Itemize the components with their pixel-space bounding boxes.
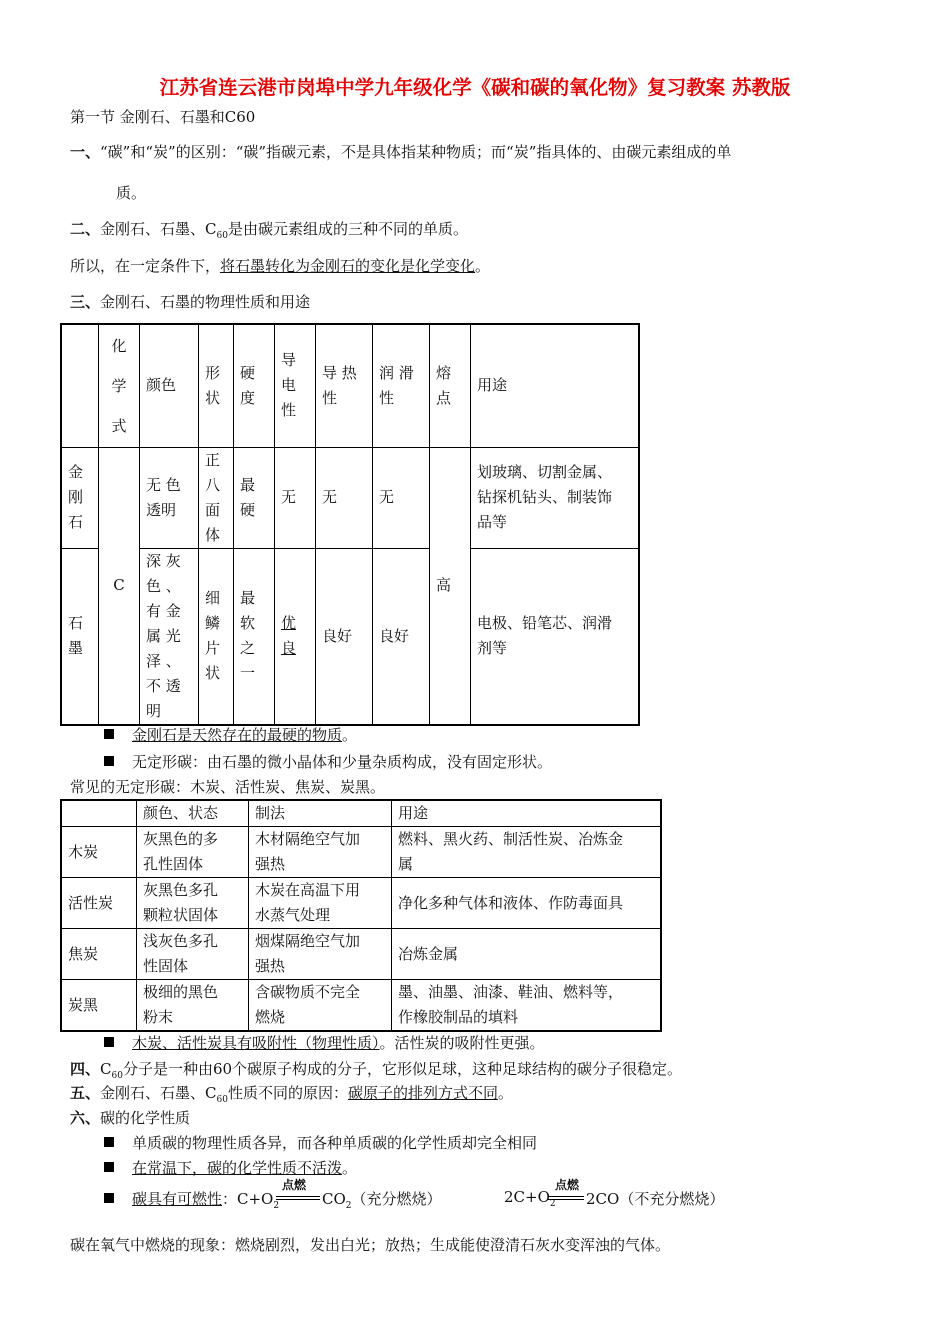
paragraph-1 bbox=[70, 141, 731, 162]
cell-use: 电极、铅笔芯、润滑 剂等 bbox=[471, 548, 640, 725]
bullet-square-icon bbox=[104, 1037, 114, 1047]
page-title: 江苏省连云港市岗埠中学九年级化学《碳和碳的氧化物》复习教案 苏教版 bbox=[159, 76, 791, 99]
header-formula: 化 学 式 bbox=[99, 324, 140, 447]
cell-state: 极细的黑色 粉末 bbox=[137, 980, 249, 1032]
paragraph-2 bbox=[70, 218, 468, 241]
underlined-text: 碳原子的排列方式不同 bbox=[347, 1084, 498, 1102]
cell-shape: 细 鳞 片 状 bbox=[199, 548, 234, 725]
header-empty bbox=[61, 800, 137, 827]
cell-conductivity: 优 良 bbox=[275, 548, 316, 725]
paragraph-3 bbox=[70, 255, 490, 276]
bullet-square-icon bbox=[104, 1137, 114, 1147]
cell-color: 深 灰 色 、 有 金 属 光 泽 、 不 透 明 bbox=[140, 548, 199, 725]
underlined-text: 在常温下，碳的化学性质不活泼 bbox=[132, 1159, 343, 1177]
header-use: 用途 bbox=[392, 800, 662, 827]
header-heat: 导 热 性 bbox=[316, 324, 373, 447]
para-text: 无定形碳：由石墨的微小晶体和少量杂质构成，没有固定形状。 bbox=[132, 753, 553, 771]
bullet-square-icon bbox=[104, 1193, 114, 1203]
formula-cell: C bbox=[99, 447, 140, 725]
row-name: 石 墨 bbox=[61, 548, 99, 725]
paragraph-4 bbox=[70, 291, 310, 312]
header-melting: 熔 点 bbox=[430, 324, 471, 447]
para-text: 碳的化学性质 bbox=[100, 1109, 191, 1127]
paragraph-7 bbox=[70, 1107, 190, 1128]
bullet-6 bbox=[104, 1188, 279, 1211]
underlined-text: 金刚石是天然存在的最硬的物质 bbox=[132, 726, 343, 744]
para-number: 二、 bbox=[70, 220, 101, 238]
bullet-square-icon bbox=[104, 1162, 114, 1172]
equation-text: 2C+O bbox=[504, 1188, 550, 1206]
cell-use: 冶炼金属 bbox=[392, 929, 662, 980]
cell-state: 灰黑色的多 孔性固体 bbox=[137, 827, 249, 878]
paragraph-5 bbox=[70, 1058, 682, 1081]
cell-lubricity: 良好 bbox=[373, 548, 430, 725]
cell-state: 灰黑色多孔 颗粒状固体 bbox=[137, 878, 249, 929]
para-number: 一、 bbox=[70, 143, 101, 161]
para-number: 六、 bbox=[70, 1109, 101, 1127]
para-text: 单质碳的物理性质各异，而各种单质碳的化学性质却完全相同 bbox=[132, 1134, 538, 1152]
cell-hardness: 最 软 之 一 bbox=[234, 548, 275, 725]
subscript: 2 bbox=[273, 1201, 280, 1211]
para-text: 性质不同的原因： bbox=[227, 1084, 348, 1102]
cell-hardness: 最 硬 bbox=[234, 447, 275, 548]
melting-cell: 高 bbox=[430, 447, 471, 725]
cell-method: 木炭在高温下用 水蒸气处理 bbox=[249, 878, 392, 929]
amorphous-carbon-table bbox=[60, 799, 662, 1032]
cell-conductivity: 无 bbox=[275, 447, 316, 548]
subscript: 2 bbox=[549, 1199, 556, 1209]
cell-method: 木材隔绝空气加 强热 bbox=[249, 827, 392, 878]
header-method: 制法 bbox=[249, 800, 392, 827]
ignite-condition: 点燃 bbox=[555, 1178, 580, 1192]
cell-use: 划玻璃、切割金属、 钻探机钻头、制装饰 品等 bbox=[471, 447, 640, 548]
cell-use: 燃料、黑火药、制活性炭、冶炼金 属 bbox=[392, 827, 662, 878]
subscript: 60 bbox=[111, 1071, 123, 1081]
equation-text: ：C+O bbox=[222, 1190, 274, 1208]
header-empty bbox=[61, 324, 99, 447]
cell-use: 净化多种气体和液体、作防毒面具 bbox=[392, 878, 662, 929]
para-text: 是由碳元素组成的三种不同的单质。 bbox=[227, 220, 468, 238]
properties-table bbox=[60, 323, 640, 726]
equation-text: CO bbox=[322, 1190, 346, 1208]
row-name: 木炭 bbox=[61, 827, 137, 878]
equals-arrow-icon bbox=[276, 1196, 320, 1200]
cell-use: 墨、油墨、油漆、鞋油、燃料等， 作橡胶制品的填料 bbox=[392, 980, 662, 1032]
subscript: 2 bbox=[345, 1201, 352, 1211]
para-text: 分子是一种由60个碳原子构成的分子，它形似足球，这种足球结构的碳分子很稳定。 bbox=[122, 1060, 683, 1078]
row-name: 活性炭 bbox=[61, 878, 137, 929]
paragraph-1-continued: 质。 bbox=[116, 184, 147, 202]
row-name: 焦炭 bbox=[61, 929, 137, 980]
para-text: “碳”和“炭”的区别：“碳”指碳元素，不是具体指某种物质；而“炭”指具体的、由碳元素组成的单 bbox=[100, 143, 732, 161]
header-shape: 形 状 bbox=[199, 324, 234, 447]
header-state: 颜色、状态 bbox=[137, 800, 249, 827]
bullet-2 bbox=[104, 751, 552, 772]
para-text: 所以，在一定条件下， bbox=[70, 257, 221, 275]
cell-heat: 无 bbox=[316, 447, 373, 548]
cell-method: 烟煤隔绝空气加 强热 bbox=[249, 929, 392, 980]
para-text: 。 bbox=[497, 1084, 513, 1102]
para-text: C bbox=[100, 1060, 112, 1078]
equation-product-1 bbox=[322, 1188, 442, 1211]
cell-state: 浅灰色多孔 性固体 bbox=[137, 929, 249, 980]
underlined-text: 碳具有可燃性 bbox=[132, 1190, 223, 1208]
equation-product-2: 2CO（不充分燃烧） bbox=[586, 1190, 725, 1208]
para-number: 五、 bbox=[70, 1084, 101, 1102]
para-text: 金刚石、石墨、C bbox=[100, 1084, 217, 1102]
underlined-text: 木炭、活性炭具有吸附性（物理性质） bbox=[132, 1034, 380, 1052]
section-heading: 第一节 金刚石、石墨和C60 bbox=[70, 108, 256, 126]
header-hardness: 硬 度 bbox=[234, 324, 275, 447]
bullet-square-icon bbox=[104, 729, 114, 739]
row-name: 金 刚 石 bbox=[61, 447, 99, 548]
header-use: 用途 bbox=[471, 324, 640, 447]
para-text: 。 bbox=[342, 726, 358, 744]
equation-text: （充分燃烧） bbox=[351, 1190, 442, 1208]
cell-lubricity: 无 bbox=[373, 447, 430, 548]
bullet-5 bbox=[104, 1157, 357, 1178]
combustion-phenomenon: 碳在氧气中燃烧的现象：燃烧剧烈，发出白光；放热；生成能使澄清石灰水变浑浊的气体。 bbox=[70, 1236, 671, 1254]
bullet-square-icon bbox=[104, 756, 114, 766]
equals-arrow-icon bbox=[548, 1196, 584, 1200]
cell-shape: 正 八 面 体 bbox=[199, 447, 234, 548]
subscript: 60 bbox=[216, 1095, 228, 1105]
subscript: 60 bbox=[216, 231, 228, 241]
header-color: 颜色 bbox=[140, 324, 199, 447]
para-number: 三、 bbox=[70, 293, 101, 311]
cell-heat: 良好 bbox=[316, 548, 373, 725]
para-text: 金刚石、石墨、C bbox=[100, 220, 217, 238]
cell-color: 无 色 透明 bbox=[140, 447, 199, 548]
row-name: 炭黑 bbox=[61, 980, 137, 1032]
underlined-text: 将石墨转化为金刚石的变化是化学变化 bbox=[220, 257, 476, 275]
para-number: 四、 bbox=[70, 1060, 101, 1078]
ignite-condition: 点燃 bbox=[282, 1178, 307, 1192]
header-lubricity: 润 滑 性 bbox=[373, 324, 430, 447]
bullet-1 bbox=[104, 724, 357, 745]
para-text: 。活性炭的吸附性更强。 bbox=[379, 1034, 545, 1052]
bullet-3 bbox=[104, 1032, 545, 1053]
para-text: 金刚石、石墨的物理性质和用途 bbox=[100, 293, 311, 311]
cell-method: 含碳物质不完全 燃烧 bbox=[249, 980, 392, 1032]
paragraph-6 bbox=[70, 1082, 513, 1105]
bullet-4 bbox=[104, 1132, 537, 1153]
para-text: 。 bbox=[342, 1159, 358, 1177]
para-text: 。 bbox=[475, 257, 491, 275]
header-conductivity: 导 电 性 bbox=[275, 324, 316, 447]
common-carbon-line: 常见的无定形碳：木炭、活性炭、焦炭、炭黑。 bbox=[70, 778, 386, 796]
